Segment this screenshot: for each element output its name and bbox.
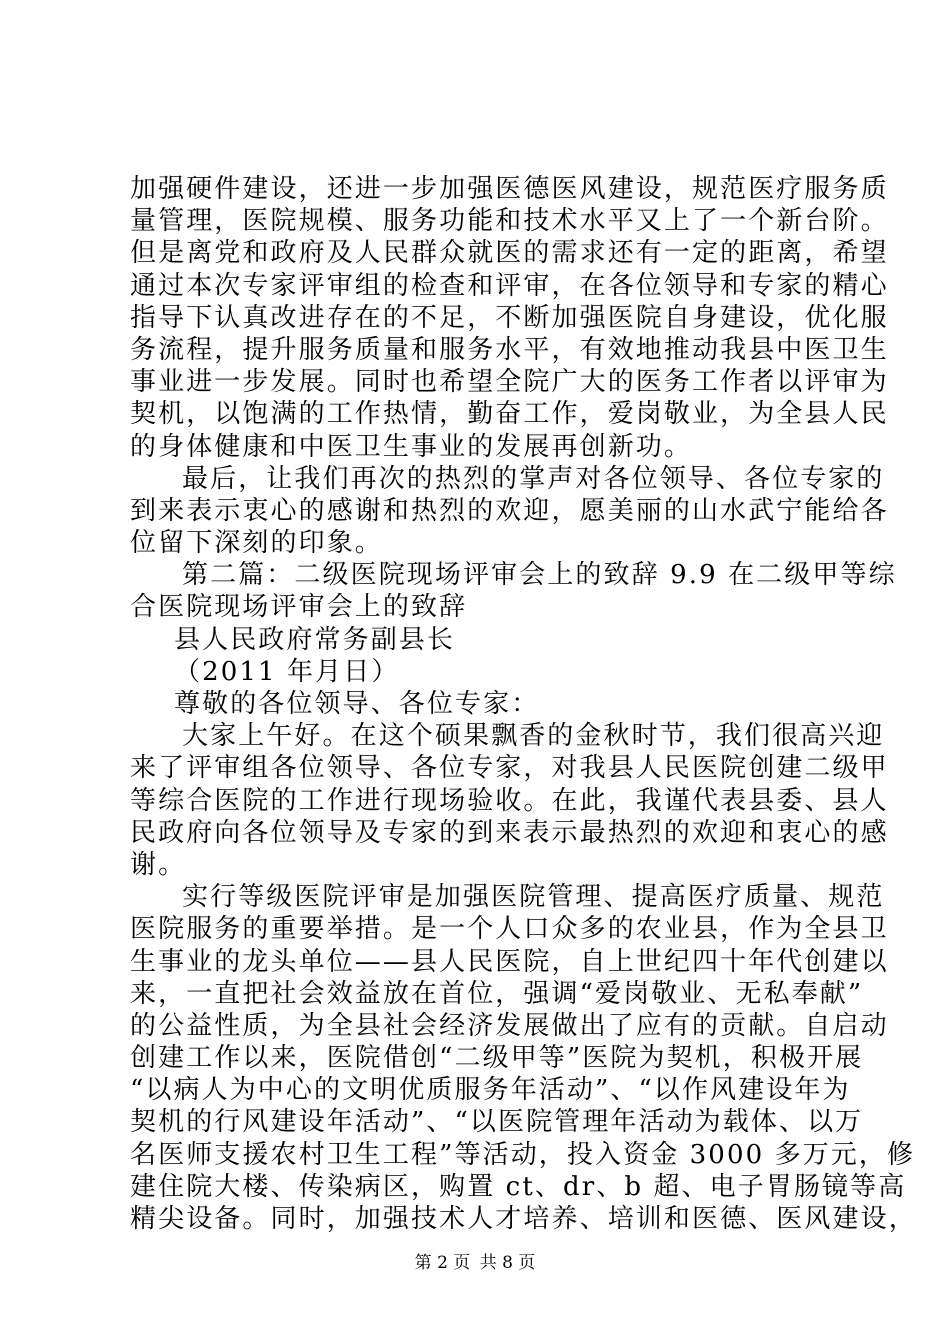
paragraph-start-line: 实行等级医院评审是加强医院管理、提高医疗质量、规范 [182,882,885,913]
text-line: 到来表示衷心的感谢和热烈的欢迎，愿美丽的山水武宁能给各 [130,495,889,526]
text-line: 建住院大楼、传染病区，购置 ct、dr、b 超、电子胃肠镜等高 [130,1171,907,1202]
document-body [130,173,917,1235]
paragraph-start-line: 大家上午好。在这个硕果飘香的金秋时节，我们很高兴迎 [182,721,885,752]
text-line: 创建工作以来，医院借创“二级甲等”医院为契机，积极开展 [130,1043,864,1074]
text-line: 来，一直把社会效益放在首位，强调“爱岗敬业、无私奉献” [130,978,864,1009]
text-line: 量管理，医院规模、服务功能和技术水平又上了一个新台阶。 [130,206,889,237]
text-line: 但是离党和政府及人民群众就医的需求还有一定的距离，希望 [130,238,889,269]
text-line: 事业进一步发展。同时也希望全院广大的医务工作者以评审为 [130,367,889,398]
speaker-line: 县人民政府常务副县长 [174,624,456,655]
salutation-line: 尊敬的各位领导、各位专家： [174,689,540,719]
page-footer [0,1253,950,1273]
date-line: （2011 年月日） [174,656,400,687]
text-line: 生事业的龙头单位——县人民医院，自上世纪四十年代创建以 [130,946,889,977]
text-line: 医院服务的重要举措。是一个人口众多的农业县，作为全县卫 [130,914,889,945]
text-line: 谢。 [130,849,187,880]
text-line: 的身体健康和中医卫生事业的发展再创新功。 [130,431,693,462]
text-line: 加强硬件建设，还进一步加强医德医风建设，规范医疗服务质 [130,174,889,204]
text-line: 契机，以饱满的工作热情，勤奋工作，爱岗敬业，为全县人民 [130,399,889,430]
text-line: 的公益性质，为全县社会经济发展做出了应有的贡献。自启动 [130,1010,889,1041]
page-total: 共 8 页 [479,1253,536,1273]
text-line: 位留下深刻的印象。 [130,528,383,559]
paragraph-start-line: 最后，让我们再次的热烈的掌声对各位领导、各位专家的 [182,463,885,494]
text-line: 务流程，提升服务质量和服务水平，有效地推动我县中医卫生 [130,334,889,365]
text-line: 指导下认真改进存在的不足，不断加强医院自身建设，优化服 [130,302,889,333]
text-line: 名医师支援农村卫生工程”等活动，投入资金 3000 多万元，修 [130,1139,916,1170]
section-heading-line: 第二篇：二级医院现场评审会上的致辞 9.9 在二级甲等综 [182,560,897,591]
text-line: 等综合医院的工作进行现场验收。在此，我谨代表县委、县人 [130,785,889,816]
page-number: 第 2 页 [414,1253,471,1273]
text-line: 民政府向各位领导及专家的到来表示最热烈的欢迎和衷心的感 [130,817,889,848]
text-line: “以病人为中心的文明优质服务年活动”、“以作风建设年为 [130,1075,851,1106]
text-line: 契机的行风建设年活动”、“以医院管理年活动为载体、以万 [130,1107,864,1138]
text-line: 通过本次专家评审组的检查和评审，在各位领导和专家的精心 [130,270,889,301]
text-line: 精尖设备。同时，加强技术人才培养、培训和医德、医风建设， [130,1204,917,1234]
section-heading-line: 合医院现场评审会上的致辞 [130,592,468,623]
text-line: 来了评审组各位领导、各位专家，对我县人民医院创建二级甲 [130,753,889,784]
